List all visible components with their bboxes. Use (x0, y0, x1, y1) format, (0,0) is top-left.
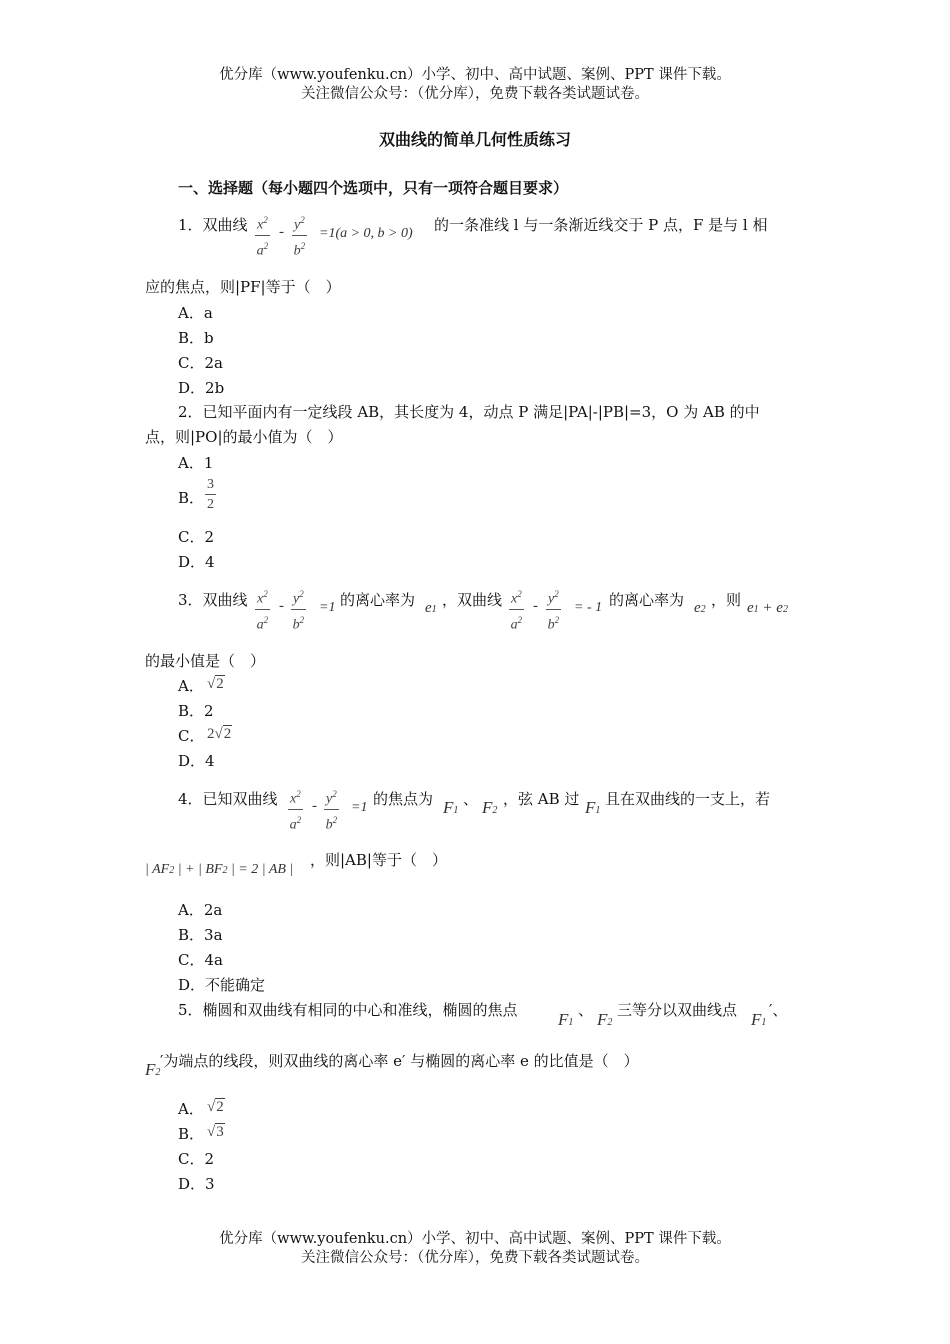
q5-f2: F2 (597, 1010, 613, 1029)
q2-line-2: 点，则|PO|的最小值为（ ） (145, 428, 343, 446)
q2-option-b-label: B． (178, 489, 205, 507)
q4-lead: 4．已知双曲线 (178, 790, 278, 808)
q2-option-d: D．4 (178, 553, 215, 571)
q4-option-a: A．2a (178, 901, 223, 919)
q3-minus-2: - (533, 598, 538, 614)
q5-f1-prime: F1 (751, 1010, 767, 1029)
q4-f2: F2 (482, 798, 498, 817)
q5-option-b-label: B． (178, 1125, 205, 1143)
q4-f1-b: F1 (585, 798, 601, 817)
page-title: 双曲线的简单几何性质练习 (378, 130, 571, 149)
q3-option-c-sqrt: 2√2 (207, 726, 232, 742)
q4-condition: | AF2 | + | BF2 | = 2 | AB | (145, 862, 294, 877)
q3-option-c-label: C． (178, 727, 205, 745)
q1-condition: =1(a > 0, b > 0) (319, 226, 413, 241)
q3-equation-1: =1 (319, 600, 336, 615)
q4-minus: - (312, 798, 317, 814)
q1-continuation: 应的焦点，则|PF|等于（ ） (145, 278, 341, 296)
q3-fraction-x-1: $\frac{x^2}{a^2}$ (255, 586, 270, 633)
q1-minus: - (279, 224, 284, 240)
section-heading: 一、选择题（每小题四个选项中，只有一项符合题目要求） (178, 179, 569, 197)
q4-continuation: ，则|AB|等于（ ） (310, 851, 447, 869)
q3-text-2: 的离心率为 (609, 591, 685, 609)
q1-option-a: A．a (178, 304, 213, 322)
q5-lead: 5．椭圆和双曲线有相同的中心和准线，椭圆的焦点 (178, 1001, 518, 1019)
q2-option-c: C．2 (178, 528, 215, 546)
q3-option-b: B．2 (178, 702, 214, 720)
q3-equation-2: = - 1 (574, 600, 603, 615)
q1-text: 的一条准线 l 与一条渐近线交于 P 点，F 是与 l 相 (434, 216, 768, 234)
q5-option-c: C．2 (178, 1150, 215, 1168)
q5-option-d: D．3 (178, 1175, 215, 1193)
q3-fraction-y-1: $\frac{y^2}{b^2}$ (291, 586, 306, 633)
q3-comma: ，双曲线 (442, 591, 503, 609)
q4-separator: 、 (463, 790, 479, 808)
q1-fraction-x: $\frac{x^2}{a^2}$ (255, 212, 270, 259)
q5-option-b-sqrt: √3 (207, 1124, 224, 1140)
q2-option-b-fraction: $\frac{3}{2}$ (207, 477, 214, 512)
q5-f1: F1 (558, 1010, 574, 1029)
q5-option-a-sqrt: √2 (207, 1099, 224, 1115)
q1-option-b: B．b (178, 329, 214, 347)
q5-tail: ′、 (769, 1001, 788, 1019)
q4-option-b: B．3a (178, 926, 223, 944)
q3-option-a-sqrt: √2 (207, 676, 224, 692)
q3-option-a-label: A． (178, 677, 204, 695)
q1-option-c: C．2a (178, 354, 223, 372)
q3-fraction-y-2: $\frac{y^2}{b^2}$ (546, 586, 561, 633)
q4-option-d: D．不能确定 (178, 976, 266, 994)
q3-e2: e2 (694, 600, 706, 616)
q4-text-1: 的焦点为 (373, 790, 434, 808)
q4-text-3: 且在双曲线的一支上，若 (605, 790, 771, 808)
q5-f2-prime: F2 (145, 1060, 161, 1079)
q3-sum: e1 + e2 (747, 600, 788, 616)
q3-option-d: D．4 (178, 752, 215, 770)
q3-then: ，则 (711, 591, 742, 609)
footer-line-1: 优分库（www.youfenku.cn）小学、初中、高中试题、案例、PPT 课件下载。 (219, 1231, 731, 1247)
q5-option-a-label: A． (178, 1100, 204, 1118)
q4-equation: =1 (351, 800, 368, 815)
q3-lead: 3．双曲线 (178, 591, 248, 609)
q2-option-a: A．1 (178, 454, 214, 472)
q1-option-d: D．2b (178, 379, 225, 397)
q4-fraction-x: $\frac{x^2}{a^2}$ (288, 786, 303, 833)
q3-text-1: 的离心率为 (340, 591, 416, 609)
q3-fraction-x-2: $\frac{x^2}{a^2}$ (509, 586, 524, 633)
q5-text-1: 三等分以双曲线点 (617, 1001, 738, 1019)
q1-lead: 1．双曲线 (178, 216, 248, 234)
q4-text-2: ，弦 AB 过 (503, 790, 580, 808)
q3-minus-1: - (279, 598, 284, 614)
q4-option-c: C．4a (178, 951, 223, 969)
q4-fraction-y: $\frac{y^2}{b^2}$ (324, 786, 339, 833)
q3-continuation: 的最小值是（ ） (145, 652, 266, 670)
q1-fraction-y: $\frac{y^2}{b^2}$ (292, 212, 307, 259)
q4-f1: F1 (443, 798, 459, 817)
q5-continuation: ′为端点的线段，则双曲线的离心率 e′ 与椭圆的离心率 e 的比值是（ ） (160, 1052, 639, 1070)
q5-separator: 、 (578, 1001, 594, 1019)
q2-line-1: 2．已知平面内有一定线段 AB，其长度为 4，动点 P 满足|PA|-|PB|=3，O 为 AB 的中 (178, 403, 760, 421)
q3-e1: e1 (425, 600, 437, 616)
header-line-1: 优分库（www.youfenku.cn）小学、初中、高中试题、案例、PPT 课件下载。 (219, 67, 731, 83)
footer-line-2: 关注微信公众号：（优分库），免费下载各类试题试卷。 (301, 1250, 649, 1266)
header-line-2: 关注微信公众号：（优分库），免费下载各类试题试卷。 (301, 86, 649, 102)
